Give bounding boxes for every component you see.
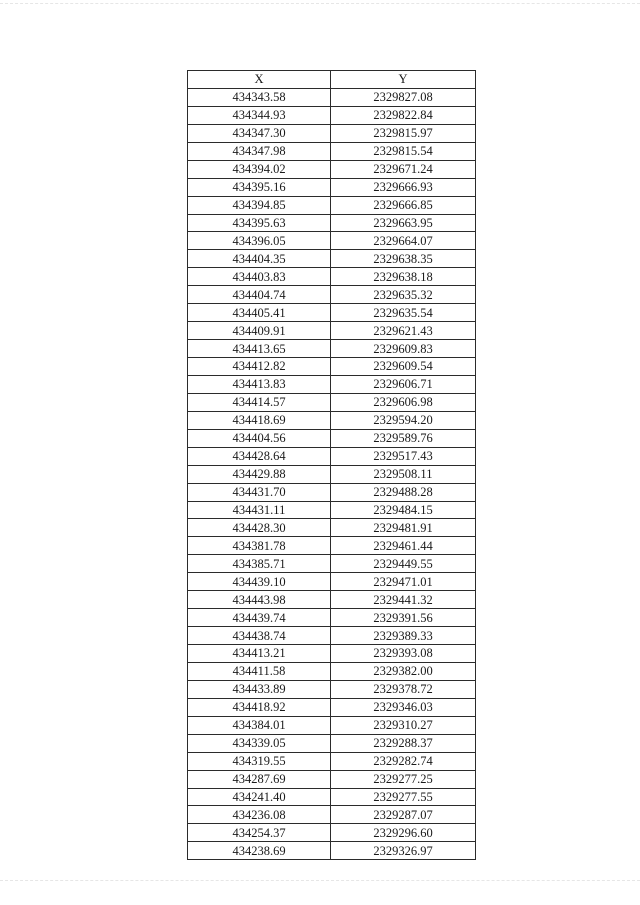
- table-row: [188, 537, 476, 555]
- cell-x: 434347.30: [188, 124, 331, 142]
- cell-y: 2329282.74: [331, 752, 476, 770]
- cell-y: 2329389.33: [331, 627, 476, 645]
- table-row: [188, 286, 476, 304]
- table-row: [188, 322, 476, 340]
- cell-x: 434418.92: [188, 698, 331, 716]
- cell-y: 2329609.54: [331, 358, 476, 376]
- cell-x: 434443.98: [188, 591, 331, 609]
- cell-x: 434428.30: [188, 519, 331, 537]
- table-row: [188, 124, 476, 142]
- cell-x: 434384.01: [188, 716, 331, 734]
- coordinate-table: [187, 70, 476, 860]
- cell-x: 434405.41: [188, 304, 331, 322]
- table-row: [188, 680, 476, 698]
- cell-x: 434394.85: [188, 196, 331, 214]
- cell-x: 434433.89: [188, 680, 331, 698]
- cell-y: 2329346.03: [331, 698, 476, 716]
- table-row: [188, 142, 476, 160]
- table-row: [188, 88, 476, 106]
- cell-x: 434403.83: [188, 268, 331, 286]
- table-row: [188, 465, 476, 483]
- table-row: [188, 447, 476, 465]
- cell-y: 2329671.24: [331, 160, 476, 178]
- cell-y: 2329638.35: [331, 250, 476, 268]
- table-row: [188, 698, 476, 716]
- cell-x: 434429.88: [188, 465, 331, 483]
- table-row: [188, 645, 476, 663]
- cell-y: 2329287.07: [331, 806, 476, 824]
- table-row: [188, 573, 476, 591]
- table-row: [188, 393, 476, 411]
- cell-y: 2329481.91: [331, 519, 476, 537]
- cell-y: 2329391.56: [331, 609, 476, 627]
- cell-y: 2329822.84: [331, 106, 476, 124]
- cell-x: 434381.78: [188, 537, 331, 555]
- cell-y: 2329635.54: [331, 304, 476, 322]
- cell-y: 2329638.18: [331, 268, 476, 286]
- cell-y: 2329666.93: [331, 178, 476, 196]
- table-row: [188, 250, 476, 268]
- cell-y: 2329508.11: [331, 465, 476, 483]
- cell-x: 434339.05: [188, 734, 331, 752]
- cell-y: 2329594.20: [331, 411, 476, 429]
- table-row: [188, 106, 476, 124]
- cell-x: 434428.64: [188, 447, 331, 465]
- cell-y: 2329815.54: [331, 142, 476, 160]
- table-row: [188, 770, 476, 788]
- cell-x: 434287.69: [188, 770, 331, 788]
- cell-x: 434404.56: [188, 429, 331, 447]
- table-row: [188, 501, 476, 519]
- table-body: [188, 88, 476, 859]
- cell-x: 434254.37: [188, 824, 331, 842]
- cell-x: 434409.91: [188, 322, 331, 340]
- cell-y: 2329488.28: [331, 483, 476, 501]
- cell-y: 2329606.71: [331, 375, 476, 393]
- cell-x: 434413.65: [188, 340, 331, 358]
- cell-y: 2329441.32: [331, 591, 476, 609]
- cell-y: 2329277.55: [331, 788, 476, 806]
- cell-x: 434395.63: [188, 214, 331, 232]
- column-header-y: Y: [331, 71, 476, 89]
- table-row: [188, 268, 476, 286]
- table-row: [188, 824, 476, 842]
- cell-x: 434404.35: [188, 250, 331, 268]
- cell-y: 2329606.98: [331, 393, 476, 411]
- cell-y: 2329827.08: [331, 88, 476, 106]
- cell-x: 434413.21: [188, 645, 331, 663]
- cell-x: 434411.58: [188, 662, 331, 680]
- cell-x: 434431.70: [188, 483, 331, 501]
- cell-y: 2329277.25: [331, 770, 476, 788]
- table-row: [188, 662, 476, 680]
- cell-y: 2329484.15: [331, 501, 476, 519]
- table-row: [188, 555, 476, 573]
- table-row: [188, 196, 476, 214]
- table-row: [188, 358, 476, 376]
- page-bottom-edge: [0, 880, 640, 881]
- table-row: [188, 375, 476, 393]
- cell-y: 2329296.60: [331, 824, 476, 842]
- cell-x: 434241.40: [188, 788, 331, 806]
- cell-x: 434439.74: [188, 609, 331, 627]
- cell-x: 434438.74: [188, 627, 331, 645]
- table-row: [188, 716, 476, 734]
- cell-y: 2329815.97: [331, 124, 476, 142]
- cell-y: 2329589.76: [331, 429, 476, 447]
- table-row: [188, 519, 476, 537]
- cell-x: 434413.83: [188, 375, 331, 393]
- table-header-row: [188, 71, 476, 89]
- cell-x: 434431.11: [188, 501, 331, 519]
- cell-x: 434238.69: [188, 842, 331, 860]
- cell-x: 434319.55: [188, 752, 331, 770]
- cell-y: 2329461.44: [331, 537, 476, 555]
- column-header-x: X: [188, 71, 331, 89]
- cell-x: 434412.82: [188, 358, 331, 376]
- cell-x: 434396.05: [188, 232, 331, 250]
- table-row: [188, 788, 476, 806]
- cell-x: 434236.08: [188, 806, 331, 824]
- table-row: [188, 734, 476, 752]
- table-row: [188, 591, 476, 609]
- cell-x: 434395.16: [188, 178, 331, 196]
- table-row: [188, 842, 476, 860]
- table-row: [188, 232, 476, 250]
- cell-y: 2329663.95: [331, 214, 476, 232]
- table-row: [188, 627, 476, 645]
- table-row: [188, 178, 476, 196]
- cell-y: 2329471.01: [331, 573, 476, 591]
- table-row: [188, 609, 476, 627]
- cell-y: 2329288.37: [331, 734, 476, 752]
- table-row: [188, 806, 476, 824]
- table-row: [188, 483, 476, 501]
- cell-x: 434439.10: [188, 573, 331, 591]
- cell-x: 434394.02: [188, 160, 331, 178]
- cell-x: 434414.57: [188, 393, 331, 411]
- cell-y: 2329393.08: [331, 645, 476, 663]
- table-row: [188, 752, 476, 770]
- cell-y: 2329517.43: [331, 447, 476, 465]
- cell-y: 2329609.83: [331, 340, 476, 358]
- cell-y: 2329326.97: [331, 842, 476, 860]
- cell-y: 2329378.72: [331, 680, 476, 698]
- cell-y: 2329666.85: [331, 196, 476, 214]
- cell-x: 434344.93: [188, 106, 331, 124]
- cell-x: 434418.69: [188, 411, 331, 429]
- cell-y: 2329449.55: [331, 555, 476, 573]
- cell-x: 434343.58: [188, 88, 331, 106]
- table-row: [188, 304, 476, 322]
- cell-y: 2329310.27: [331, 716, 476, 734]
- cell-x: 434385.71: [188, 555, 331, 573]
- cell-y: 2329382.00: [331, 662, 476, 680]
- table-row: [188, 429, 476, 447]
- table-row: [188, 214, 476, 232]
- table-row: [188, 160, 476, 178]
- page-top-edge: [0, 3, 640, 4]
- table-row: [188, 340, 476, 358]
- cell-y: 2329621.43: [331, 322, 476, 340]
- cell-x: 434347.98: [188, 142, 331, 160]
- table-row: [188, 411, 476, 429]
- cell-y: 2329664.07: [331, 232, 476, 250]
- cell-y: 2329635.32: [331, 286, 476, 304]
- cell-x: 434404.74: [188, 286, 331, 304]
